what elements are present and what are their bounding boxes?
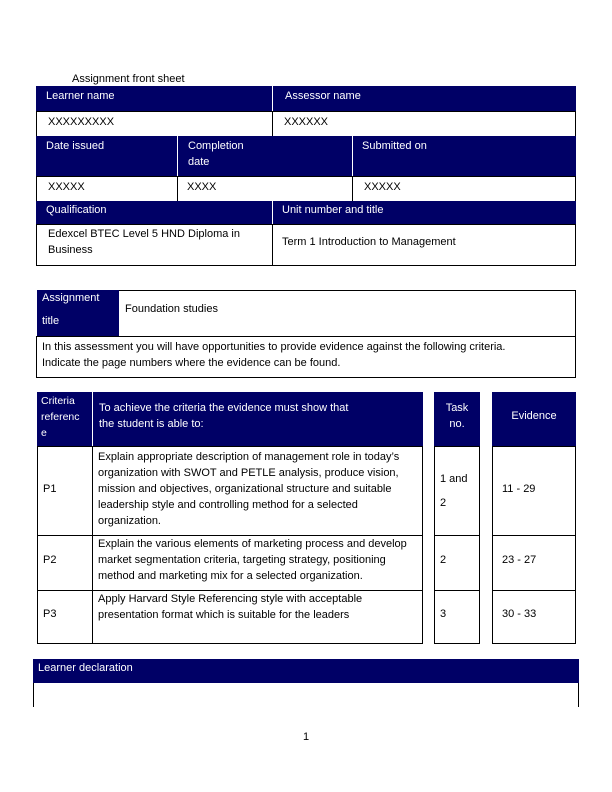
assessment-instructions-line-2: Indicate the page numbers where the evidence can be found.	[42, 357, 341, 369]
criteria-desc-p2-line-1: Explain the various elements of marketing process and develop	[98, 538, 407, 550]
task-number-p1-line-1: 1 and	[440, 473, 468, 485]
criteria-description-header-line-1: To achieve the criteria the evidence must show that	[99, 402, 349, 414]
evidence-p2: 23 - 27	[492, 535, 576, 591]
learner-declaration-label: Learner declaration	[33, 659, 579, 683]
assessor-name-value: XXXXXX	[272, 111, 576, 137]
completion-date-label-line-2: date	[188, 156, 210, 168]
assignment-title-label-line-1: Assignment	[42, 292, 100, 304]
assignment-title-value: Foundation studies	[119, 290, 576, 337]
assignment-title-label-line-2: title	[42, 315, 60, 327]
page-number: 1	[302, 731, 310, 743]
criteria-desc-p3	[92, 590, 423, 644]
task-number-p2: 2	[434, 535, 480, 591]
assessor-name-label: Assessor name	[272, 86, 576, 111]
criteria-reference-header-line-2: referenc	[41, 411, 80, 423]
criteria-reference-header-line-1: Criteria	[41, 395, 75, 407]
criteria-ref-p1: P1	[37, 446, 93, 536]
criteria-desc-p2	[92, 535, 423, 591]
evidence-p3: 30 - 33	[492, 590, 576, 644]
learner-name-value: XXXXXXXXX	[36, 111, 273, 137]
task-number-header-line-2: no.	[449, 418, 465, 430]
submitted-on-value: XXXXX	[352, 176, 576, 202]
criteria-desc-p3-line-1: Apply Harvard Style Referencing style with acceptable	[98, 593, 363, 605]
document-heading: Assignment front sheet	[72, 73, 185, 85]
qualification-value-line-2: Business	[48, 244, 93, 256]
criteria-desc-p1-line-5: organization.	[98, 515, 161, 527]
criteria-desc-p1	[92, 446, 423, 536]
criteria-reference-header-line-3: e	[41, 427, 47, 439]
criteria-desc-p1-line-1: Explain appropriate description of management role in today’s	[98, 451, 400, 463]
date-issued-label: Date issued	[36, 136, 177, 176]
assessment-instructions-line-1: In this assessment you will have opportunities to provide evidence against the following criteria.	[42, 341, 506, 353]
criteria-ref-p2: P2	[37, 535, 93, 591]
learner-declaration-body	[33, 683, 579, 707]
criteria-desc-p3-line-2: presentation format which is suitable for the leaders	[98, 609, 350, 621]
unit-value: Term 1 Introduction to Management	[272, 224, 576, 266]
qualification-label: Qualification	[36, 201, 272, 225]
criteria-desc-p1-line-3: mission and objectives, organizational structure and suitable	[98, 483, 392, 495]
task-number-header-line-1: Task	[445, 402, 469, 414]
task-number-p1-line-2: 2	[440, 497, 447, 509]
criteria-desc-p2-line-3: method and marketing mix for a selected organization.	[98, 570, 363, 582]
learner-name-label: Learner name	[36, 86, 272, 111]
criteria-desc-p1-line-4: leadership style and controlling method for a selected	[98, 499, 358, 511]
completion-date-label-line-1: Completion	[188, 140, 244, 152]
qualification-value	[36, 224, 273, 266]
date-issued-value: XXXXX	[36, 176, 178, 202]
completion-date-label	[177, 136, 352, 176]
completion-date-value: XXXX	[177, 176, 353, 202]
criteria-desc-p1-line-2: organization with SWOT and PETLE analysis, produce vision,	[98, 467, 399, 479]
qualification-value-line-1: Edexcel BTEC Level 5 HND Diploma in	[48, 228, 240, 240]
criteria-desc-p2-line-2: market segmentation criteria, targeting strategy, positioning	[98, 554, 386, 566]
assessment-instructions	[36, 336, 576, 378]
submitted-on-label: Submitted on	[352, 136, 576, 176]
task-number-p1	[434, 446, 480, 536]
evidence-p1: 11 - 29	[492, 446, 576, 536]
task-number-header	[434, 392, 480, 447]
task-number-p3: 3	[434, 590, 480, 644]
unit-label: Unit number and title	[272, 201, 576, 225]
criteria-description-header-line-2: the student is able to:	[99, 418, 204, 430]
evidence-header: Evidence	[492, 392, 576, 447]
criteria-reference-header	[37, 392, 92, 447]
criteria-ref-p3: P3	[37, 590, 93, 644]
criteria-description-header	[92, 392, 423, 447]
assignment-title-label	[37, 290, 119, 337]
